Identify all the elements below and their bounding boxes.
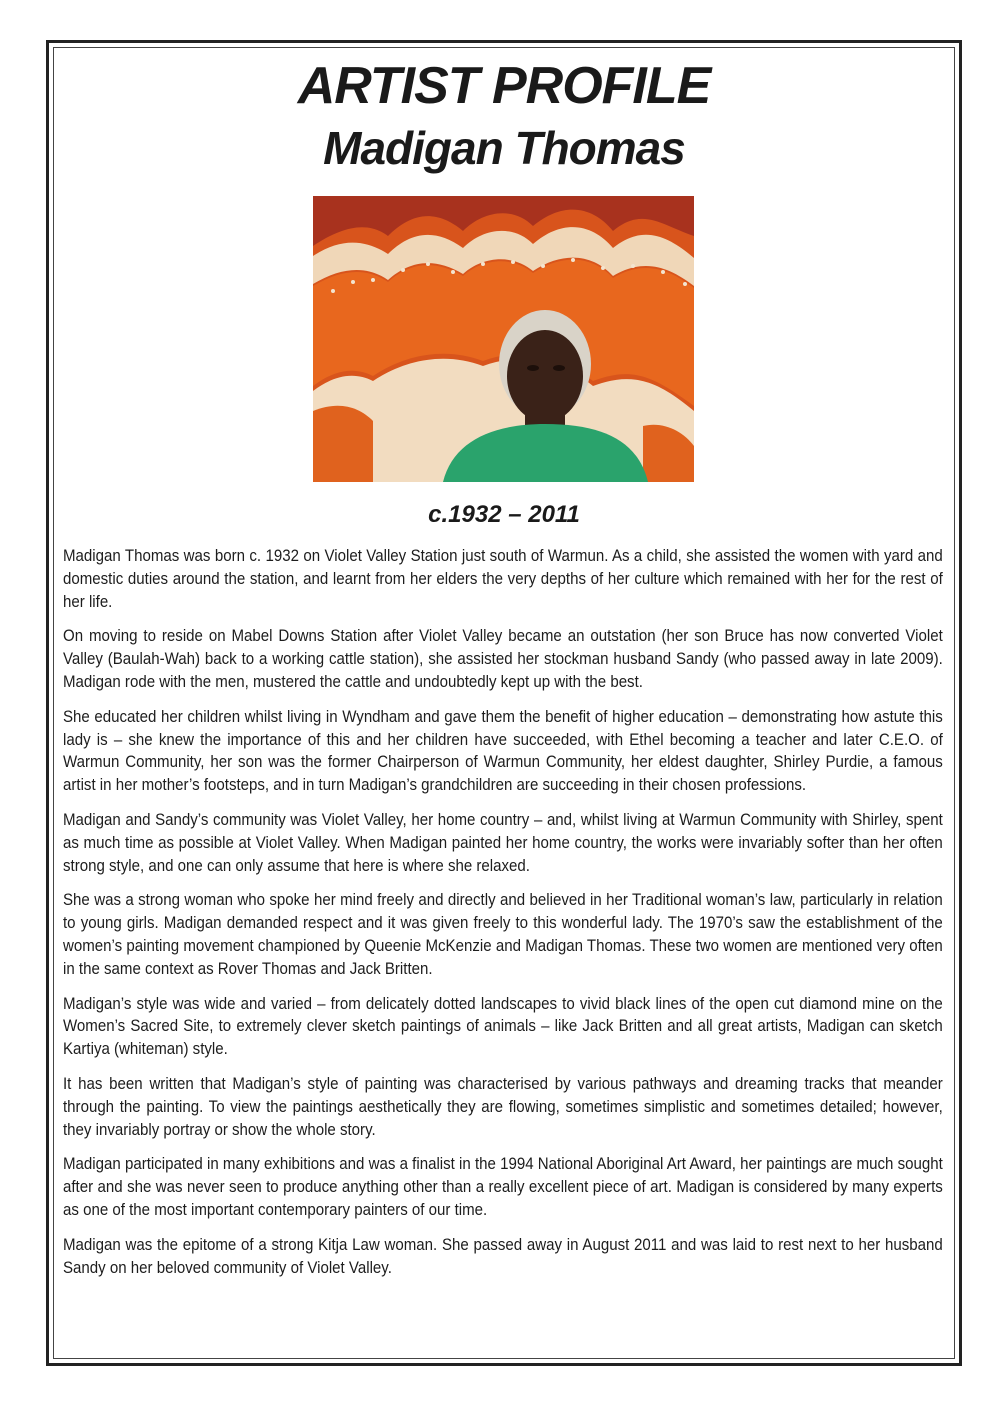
biography-paragraph: Madigan was the epitome of a strong Kitja Law woman. She passed away in August 2011 and was laid to rest next to her husband Sandy on her beloved community of Violet Valley. — [63, 1235, 943, 1277]
biography-paragraph: On moving to reside on Mabel Downs Station after Violet Valley became an outstation (her son Bruce has now converted Violet Valley (Baulah-Wah) back to a working cattle station), she assisted her stockman husband Sandy (who passed away in late 2009). Madigan rode with the men, mustered the cattle and undoubtedly kept up with the best. — [63, 627, 943, 691]
artist-portrait-photo — [313, 196, 694, 482]
biography-paragraph: Madigan Thomas was born c. 1932 on Violet Valley Station just south of Warmun. As a child, she assisted the women with yard and domestic duties around the station, and learnt from her elders the very depths of her culture which remained with her for the rest of her life. — [63, 547, 943, 611]
biography-paragraph: Madigan and Sandy’s community was Violet Valley, her home country – and, whilst living at Warmun Community with Shirley, spent as much time as possible at Violet Valley. When Madigan painted her home country, the works were invariably softer than her often strong style, and one can only assume that here is where she relaxed. — [63, 810, 943, 875]
biography-text — [63, 545, 943, 1291]
artist-life-dates: c.1932 – 2011 — [428, 501, 580, 528]
biography-paragraph: Madigan’s style was wide and varied – from delicately dotted landscapes to vivid black lines of the open cut diamond mine on the Women’s Sacred Site, to extremely clever sketch paintings of animals – like Jack Britten and all great artists, Madigan can sketch Kartiya (whiteman) style. — [63, 994, 943, 1059]
biography-paragraph: Madigan participated in many exhibitions and was a finalist in the 1994 National Aboriginal Art Award, her paintings are much sought after and she was never seen to produce anything other than a really excellent piece of art. Madigan is considered by many experts as one of the most important contemporary painters of our time. — [63, 1155, 943, 1219]
page-title: ARTIST PROFILE — [297, 57, 711, 115]
biography-paragraph: It has been written that Madigan’s style of painting was characterised by various pathways and dreaming tracks that meander through the painting. To view the paintings aesthetically they are flowing, sometimes simplistic and sometimes detailed; however, they invariably portray or show the whole story. — [63, 1074, 943, 1139]
biography-paragraph: She educated her children whilst living in Wyndham and gave them the benefit of higher education – demonstrating how astute this lady is – she knew the importance of this and her children have succeeded, with Ethel becoming a teacher and later C.E.O. of Warmun Community, her son was the former Chairperson of Warmun Community, her eldest daughter, Shirley Purdie, a famous artist in her mother’s footsteps, and in turn Madigan’s grandchildren are succeeding in their chosen professions. — [63, 707, 943, 795]
artist-name: Madigan Thomas — [323, 122, 685, 174]
biography-paragraph: She was a strong woman who spoke her mind freely and directly and believed in her Traditional woman’s law, particularly in relation to young girls. Madigan demanded respect and it was given freely to this wonderful lady. The 1970’s saw the establishment of the women’s painting movement championed by Queenie McKenzie and Madigan Thomas. These two women are mentioned very often in the same context as Rover Thomas and Jack Britten. — [63, 891, 943, 978]
